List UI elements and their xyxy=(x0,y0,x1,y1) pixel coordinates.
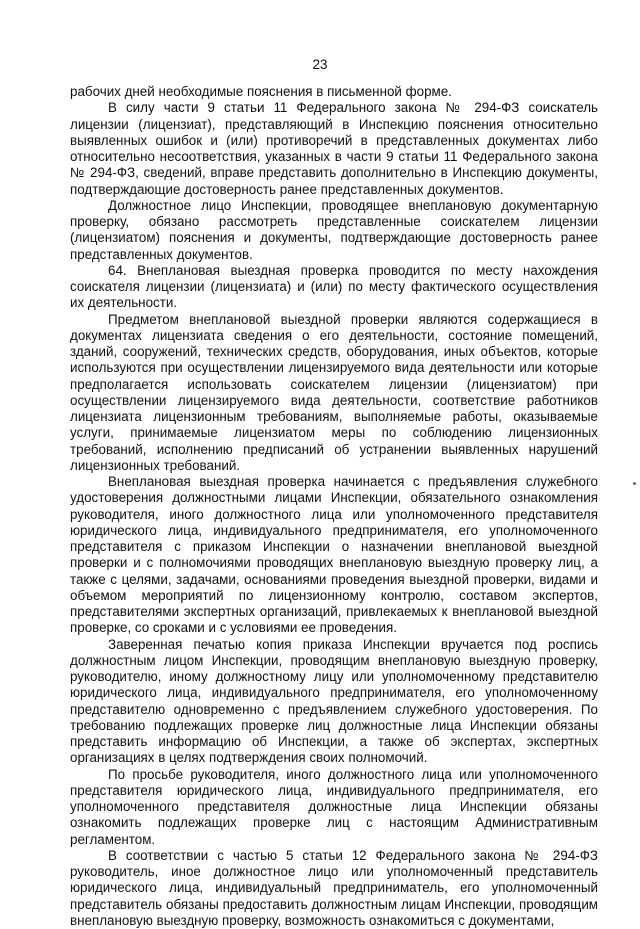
paragraph-64-onsite-inspection: 64. Внеплановая выездная проверка проводится по месту нахождения соискателя лицензии (лицензиата) и (или) по месту фактического осуществления их деятельности. xyxy=(70,262,598,311)
paragraph-inspection-subject: Предметом внеплановой выездной проверки являются содержащиеся в документах лицензиата сведения о его деятельности, состояние помещений, зданий, сооружений, технических средств, оборудования, иных объектов, которые используются при осуществлении лицензируемого вида деятельности или которые предполагается использовать соискателем лицензии (лицензиатом) при осуществлении лицензируемого вида деятельности, соответствие работников лицензиата лицензионным требованиям, выполняемые работы, оказываемые услуги, принимаемые лицензиатом меры по соблюдению лицензионных требований, исполнению предписаний об устранении выявленных нарушений лицензионных требований. xyxy=(70,311,598,473)
paragraph-order-copy: Заверенная печатью копия приказа Инспекции вручается под роспись должностным лицом Инспекции, проводящим внеплановую выездную проверку, руководителю, иному должностному лицу или уполномоченному представителю юридического лица, индивидуального предпринимателя, его уполномоченному представителю одновременно с предъявлением служебного удостоверения. По требованию подлежащих проверке лиц должностные лица Инспекции обязаны представить информацию об Инспекции, а также об экспертах, экспертных организациях в целях подтверждения своих полномочий. xyxy=(70,636,598,766)
scan-mark xyxy=(633,482,636,485)
paragraph-document-access: В соответствии с частью 5 статьи 12 Федерального закона № 294-ФЗ руководитель, иное должностное лицо или уполномоченный представитель юридического лица, индивидуальный предприниматель, его уполномоченный представитель обязаны предоставить должностным лицам Инспекции, проводящим внеплановую выездную проверку, возможность ознакомиться с документами, xyxy=(70,847,598,928)
paragraph-applicant-explanations: В силу части 9 статьи 11 Федерального закона № 294-ФЗ соискатель лицензии (лицензиат), представляющий в Инспекцию пояснения относительно выявленных ошибок и (или) противоречий в представленных документах либо относительно несоответствия, указанных в части 9 статьи 11 Федерального закона № 294-ФЗ, сведений, вправе представить дополнительно в Инспекцию документы, подтверждающие достоверность ранее представленных документов. xyxy=(70,100,598,197)
paragraph-official-review: Должностное лицо Инспекции, проводящее внеплановую документарную проверку, обязано рассмотреть представленные соискателем лицензии (лицензиатом) пояснения и документы, подтверждающие достоверность ранее представленных документов. xyxy=(70,197,598,262)
paragraph-regulation-familiarization: По просьбе руководителя, иного должностного лица или уполномоченного представителя юридического лица, индивидуального предпринимателя, его уполномоченного представителя должностные лица Инспекции обязаны ознакомить подлежащих проверке лиц с настоящим Административным регламентом. xyxy=(70,766,598,847)
paragraph-continuation: рабочих дней необходимые пояснения в письменной форме. xyxy=(70,84,452,99)
paragraph-inspection-start: Внеплановая выездная проверка начинается с предъявления служебного удостоверения должностными лицами Инспекции, обязательного ознакомления руководителя, иного должностного лица или уполномоченного представителя юридического лица, индивидуального предпринимателя, его уполномоченного представителя с приказом Инспекции о назначении внеплановой выездной проверки и с полномочиями проводящих внеплановую выездную проверку лиц, а также с целями, задачами, основаниями проведения выездной проверки, видами и объемом мероприятий по лицензионному контролю, составом экспертов, представителями экспертных организаций, привлекаемых к внеплановой выездной проверке, со сроками и с условиями ее проведения. xyxy=(70,474,598,636)
document-body xyxy=(70,84,598,929)
page-number: 23 xyxy=(312,57,328,72)
